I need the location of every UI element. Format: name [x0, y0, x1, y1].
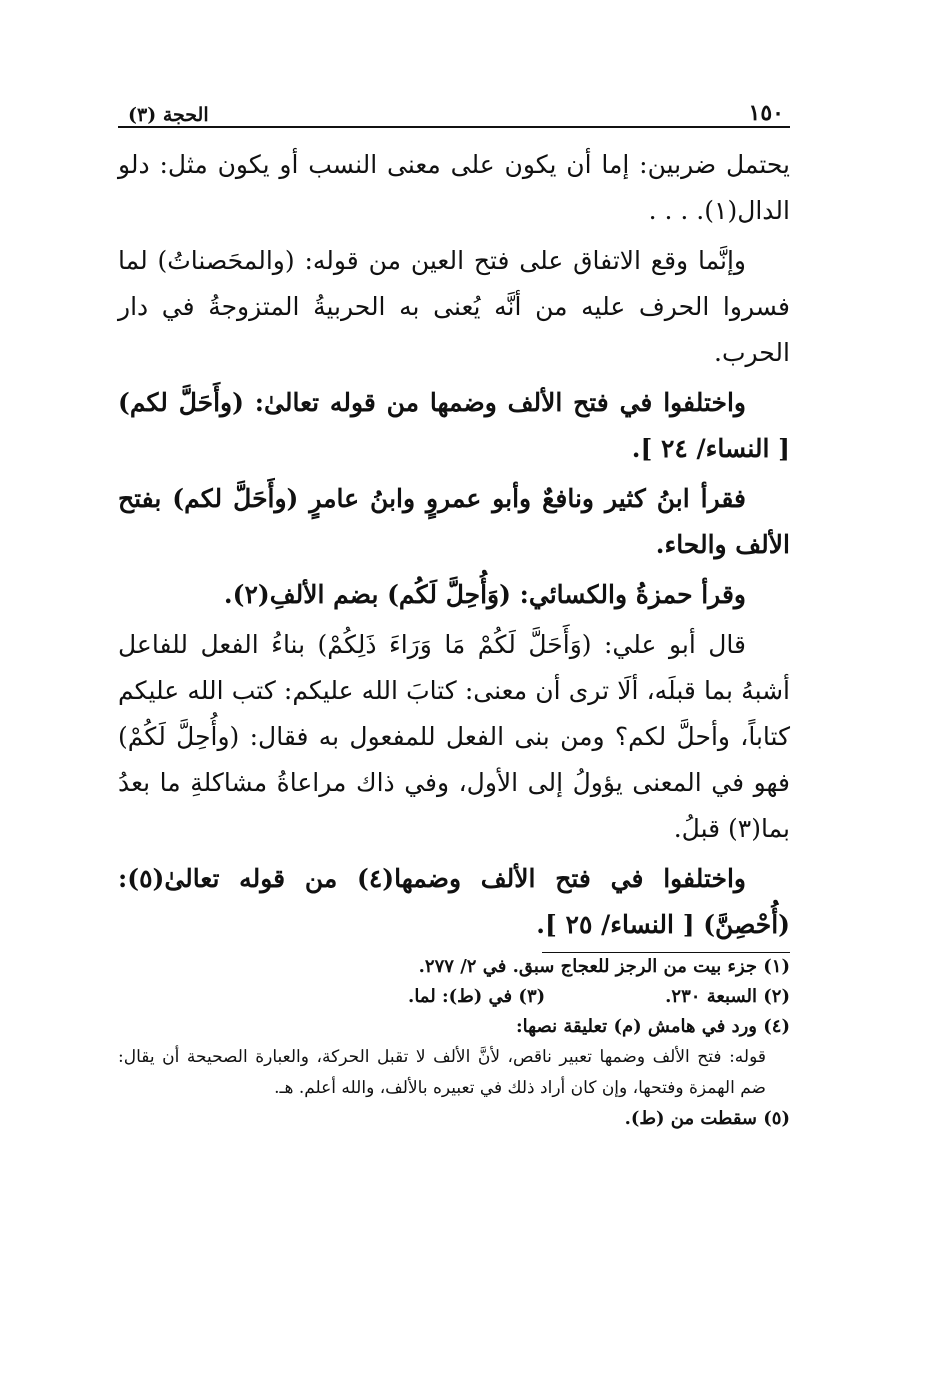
page-body — [118, 142, 790, 948]
page-header — [118, 88, 790, 128]
footnote-4: (٤) ورد في هامش (م) تعليقة نصها: — [516, 1016, 790, 1037]
footnote-4-quote: قوله: فتح الألف وضمها تعبير ناقص، لأنَّ الألف لا تقبل الحركة، والعبارة الصحيحة أن يقال: ضم الهمزة وفتحها، وإن كان أراد ذلك في تعبيره بالألف، والله أعلم. هـ. — [118, 1047, 766, 1098]
paragraph-5: وقرأ حمزةُ والكسائي: (وَأُحِلَّ لَكُم) بضم الألفِ(٢). — [223, 580, 746, 609]
footnote-3: (٣) في (ط): لما. — [408, 986, 546, 1007]
footnote-2: (٢) السبعة ٢٣٠. — [665, 986, 790, 1007]
paragraph-7: واختلفوا في فتح الألف وضمها(٤) من قوله تعالىٰ(٥): (أُحْصِنَّ) [ النساء/ ٢٥ ]. — [118, 864, 790, 939]
footnotes — [118, 952, 790, 1134]
paragraph-6: قال أبو علي: (وَأَحَلَّ لَكُمْ مَا وَرَاءَ ذَلِكُمْ) بناءُ الفعل للفاعل أشبهُ بما قبلَه، ألَا ترى أن معنى: كتابَ الله عليكم: كتب الله عليكم كتاباً، وأحلَّ لكم؟ ومن بنى الفعل للمفعول به فقال: (وأُحِلَّ لَكُمْ) فهو في المعنى يؤولُ إلى الأول، وفي ذاك مراعاةُ مشاكلةِ ما بعدُ بما(٣) قبلُ. — [118, 630, 790, 843]
paragraph-4: فقرأ ابنُ كثير ونافعٌ وأبو عمروٍ وابنُ عامرٍ (وأَحَلَّ لكم) بفتح الألف والحاء. — [118, 484, 790, 559]
paragraph-2: وإنَّما وقع الاتفاق على فتح العين من قوله: (والمحَصناتُ) لما فسروا الحرف عليه من أنَّه يُعنى به الحربيةُ المتزوجةُ في دار الحرب. — [118, 246, 790, 367]
footnote-separator — [542, 952, 790, 953]
paragraph-1: يحتمل ضربين: إما أن يكون على معنى النسب أو يكون مثل: دلو الدال(١). . . . — [118, 150, 790, 225]
footnote-1: (١) جزء بيت من الرجز للعجاج سبق. في ٢/ ٢٧٧. — [418, 956, 790, 977]
footnote-row-2-3 — [118, 982, 790, 1012]
footnote-5: (٥) سقطت من (ط). — [624, 1108, 790, 1129]
book-page — [118, 88, 790, 1134]
paragraph-3: واختلفوا في فتح الألف وضمها من قوله تعالىٰ: (وأَحَلَّ لكم) [ النساء/ ٢٤ ]. — [118, 388, 790, 463]
running-title: الحجة (٣) — [128, 104, 209, 126]
page-number: ١٥٠ — [748, 100, 784, 126]
